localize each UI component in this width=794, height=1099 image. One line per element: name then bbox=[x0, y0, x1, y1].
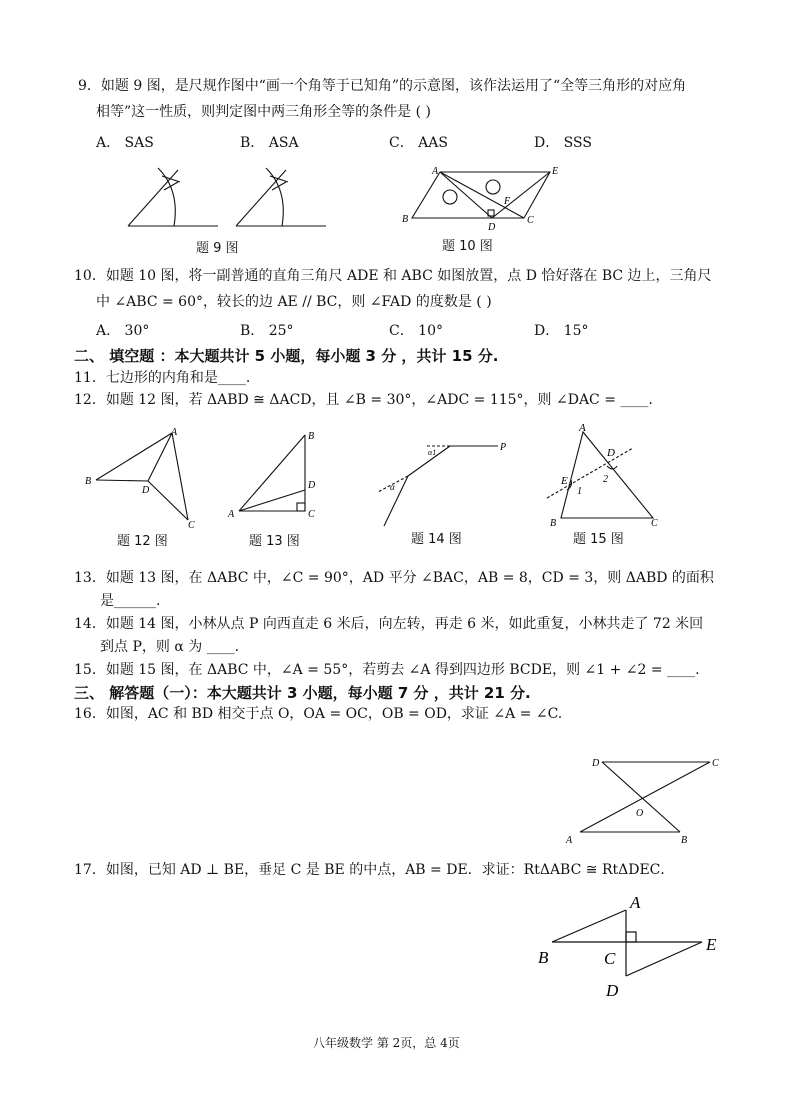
q15: 15．如题 15 图，在 ΔABC 中，∠A = 55°，若剪去 ∠A 得到四边形 BCDE，则 ∠1 + ∠2 = ____. bbox=[74, 662, 700, 678]
figure-16 bbox=[560, 752, 730, 847]
figure-13 bbox=[225, 425, 325, 525]
f10-label-f: F bbox=[504, 196, 511, 207]
q9-option-a: A． SAS bbox=[96, 135, 154, 151]
f10-label-d: D bbox=[488, 222, 496, 233]
section-2-heading: 二、 填空题 ：本大题共计 5 小题，每小题 3 分 ，共计 15 分. bbox=[74, 347, 499, 365]
q14-line2: 到点 P，则 α 为 ____. bbox=[100, 639, 240, 655]
q10-option-c: C． 10° bbox=[389, 323, 443, 339]
f15-label-e: E bbox=[561, 475, 568, 487]
f16-label-c: C bbox=[712, 758, 719, 769]
q10-line1: 10．如题 10 图，将一副普通的直角三角尺 ADE 和 ABC 如图放置，点 D 恰好落在 BC 边上，三角尺 bbox=[74, 268, 712, 284]
caption-fig14: 题 14 图 bbox=[411, 532, 462, 547]
q9-line2: 相等”这一性质，则判定图中两三角形全等的条件是 ( ) bbox=[96, 104, 431, 120]
f14-label-alpha: α bbox=[390, 482, 395, 492]
f12-label-d: D bbox=[142, 485, 150, 496]
f15-label-d: D bbox=[607, 447, 615, 459]
f17-label-e: E bbox=[706, 935, 717, 954]
q13-line2: 是______. bbox=[100, 593, 161, 609]
f13-label-b: B bbox=[308, 431, 315, 442]
figure-14 bbox=[370, 430, 510, 530]
q11: 11．七边形的内角和是____. bbox=[74, 370, 251, 386]
figure-17 bbox=[530, 890, 730, 1000]
f16-label-a: A bbox=[566, 835, 573, 846]
f16-label-d: D bbox=[592, 758, 600, 769]
f16-label-o: O bbox=[636, 808, 644, 819]
f17-label-a: A bbox=[630, 893, 641, 912]
figure-9 bbox=[120, 160, 320, 240]
q14-line1: 14．如题 14 图，小林从点 P 向西直走 6 米后，向左转，再走 6 米，如此重复，小林共走了 72 米回 bbox=[74, 616, 704, 632]
f10-label-c: C bbox=[527, 215, 534, 226]
f10-label-b: B bbox=[402, 214, 409, 225]
q13-line1: 13．如题 13 图，在 ΔABC 中，∠C = 90°，AD 平分 ∠BAC，AB = 8，CD = 3，则 ΔABD 的面积 bbox=[74, 570, 714, 586]
caption-fig12: 题 12 图 bbox=[117, 534, 168, 549]
f13-label-d: D bbox=[308, 480, 316, 491]
q9-option-d: D． SSS bbox=[534, 135, 592, 151]
q9-line1: 9．如题 9 图，是尺规作图中“画一个角等于已知角”的示意图，该作法运用了“全等三角形的对应角 bbox=[78, 78, 687, 94]
f16-label-b: B bbox=[681, 835, 688, 846]
f12-label-c: C bbox=[188, 520, 195, 531]
caption-fig9: 题 9 图 bbox=[196, 241, 239, 256]
f14-label-p: P bbox=[500, 442, 507, 453]
f14-label-alpha1: α1 bbox=[428, 448, 437, 457]
q17: 17．如图，已知 AD ⊥ BE，垂足 C 是 BE 的中点，AB = DE．求证：RtΔABC ≅ RtΔDEC． bbox=[74, 862, 675, 878]
caption-fig13: 题 13 图 bbox=[249, 534, 300, 549]
f10-label-e: E bbox=[552, 166, 559, 177]
caption-fig15: 题 15 图 bbox=[573, 532, 624, 547]
f17-label-c: C bbox=[604, 949, 616, 968]
f13-label-c: C bbox=[308, 509, 315, 520]
f15-label-2: 2 bbox=[603, 474, 608, 485]
f15-label-1: 1 bbox=[577, 486, 582, 497]
f12-label-a: A bbox=[171, 427, 178, 438]
f15-label-a: A bbox=[579, 422, 586, 434]
q12: 12．如题 12 图，若 ΔABD ≅ ΔACD，且 ∠B = 30°，∠ADC = 115°，则 ∠DAC = ____. bbox=[74, 392, 653, 408]
f12-label-b: B bbox=[85, 476, 92, 487]
figure-15 bbox=[545, 420, 665, 530]
q10-option-d: D． 15° bbox=[534, 323, 589, 339]
figure-10 bbox=[400, 160, 560, 235]
f15-label-b: B bbox=[550, 518, 557, 529]
caption-fig10: 题 10 图 bbox=[442, 239, 493, 254]
f17-label-b: B bbox=[538, 948, 549, 967]
f15-label-c: C bbox=[651, 518, 658, 529]
q16: 16．如图，AC 和 BD 相交于点 O，OA = OC，OB = OD，求证 ∠A = ∠C. bbox=[74, 706, 563, 722]
section-3-heading: 三、 解答题（一）：本大题共计 3 小题，每小题 7 分 ，共计 21 分. bbox=[74, 684, 531, 702]
q10-option-a: A． 30° bbox=[96, 323, 150, 339]
q9-option-c: C． AAS bbox=[389, 135, 448, 151]
q10-option-b: B． 25° bbox=[240, 323, 294, 339]
figure-12 bbox=[80, 425, 200, 530]
q9-option-b: B． ASA bbox=[240, 135, 299, 151]
q10-line2: 中 ∠ABC = 60°，较长的边 AE // BC，则 ∠FAD 的度数是 ( ) bbox=[96, 294, 492, 310]
f10-label-a: A bbox=[432, 166, 439, 177]
page-footer: 八年级数学 第 2页，总 4页 bbox=[313, 1036, 460, 1050]
f17-label-d: D bbox=[606, 981, 619, 1000]
f13-label-a: A bbox=[228, 509, 235, 520]
